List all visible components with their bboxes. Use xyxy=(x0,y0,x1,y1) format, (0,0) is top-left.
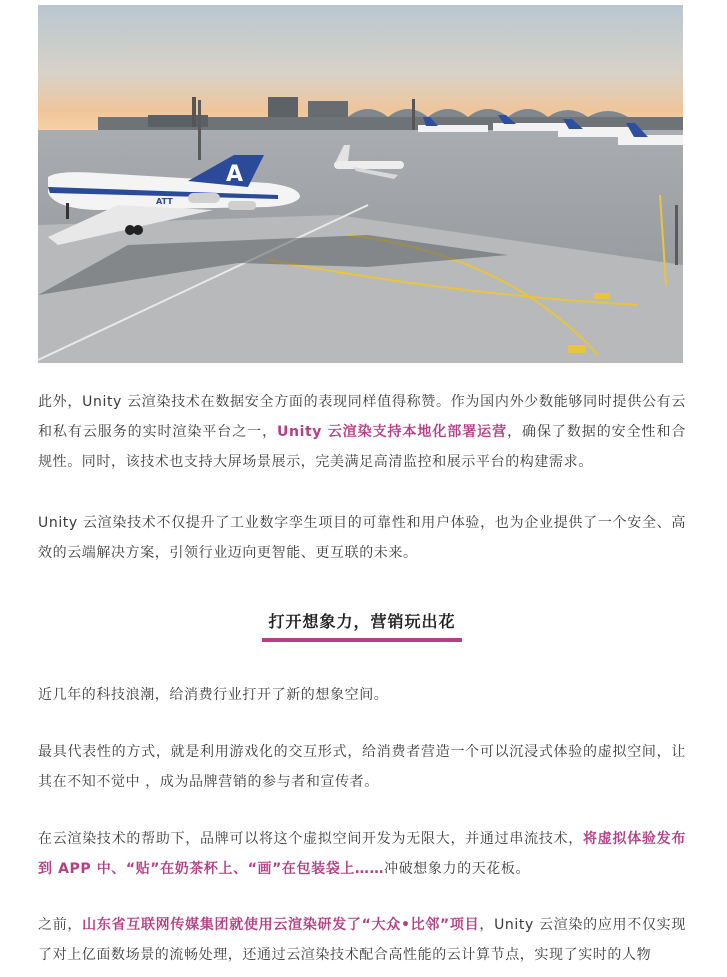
hero-image xyxy=(38,5,683,363)
paragraph-consumer-tech: 近几年的科技浪潮，给消费行业打开了新的想象空间。 xyxy=(38,687,389,703)
section-title: 打开想象力，营销玩出花 xyxy=(262,609,461,642)
paragraph-text: ，Unity 云渲染的应用不仅实现了对上亿面数场景的流畅处理，还通过云渲染技术配合高性能的云计算节点，实现了实时的人物 xyxy=(38,917,686,963)
paragraph-data-security xyxy=(38,387,686,477)
paragraph-digital-twin: Unity 云渲染技术不仅提升了工业数字孪生项目的可靠性和用户体验，也为企业提供了一个安全、高效的云端解决方案，引领行业迈向更智能、更互联的未来。 xyxy=(38,515,686,561)
highlight-text: 将虚拟体验发布到 APP 中、“贴”在奶茶杯上、“画”在包装袋上…… xyxy=(38,831,686,877)
paragraph-text: 此外，Unity 云渲染技术在数据安全方面的表现同样值得称赞。作为国内外少数能够同时提供公有云和私有云服务的实时渲染平台之一， xyxy=(38,394,686,440)
section-heading xyxy=(38,609,686,642)
paragraph-gamification: 最具代表性的方式，就是利用游戏化的交互形式，给消费者营造一个可以沉浸式体验的虚拟空间，让其在不知不觉中 ，成为品牌营销的参与者和宣传者。 xyxy=(38,744,686,790)
paragraph-text: 在云渲染技术的帮助下，品牌可以将这个虚拟空间开发为无限大，并通过串流技术， xyxy=(38,831,584,847)
paragraph-virtual-space xyxy=(38,824,686,884)
paragraph-text: 冲破想象力的天花板。 xyxy=(384,861,531,877)
paragraph-text: ，确保了数据的安全性和合规性。同时，该技术也支持大屏场景展示，完美满足高清监控和展示平台的构建需求。 xyxy=(38,424,686,470)
paragraph-text: 之前， xyxy=(38,917,83,933)
highlight-text: 山东省互联网传媒集团就使用云渲染研发了“大众•比邻”项目 xyxy=(82,917,480,933)
fuselage-text: ATT xyxy=(156,197,173,206)
paragraph-shandong-project xyxy=(38,910,686,970)
highlight-text: Unity 云渲染支持本地化部署运营 xyxy=(277,424,508,440)
tail-logo: A xyxy=(226,162,244,187)
